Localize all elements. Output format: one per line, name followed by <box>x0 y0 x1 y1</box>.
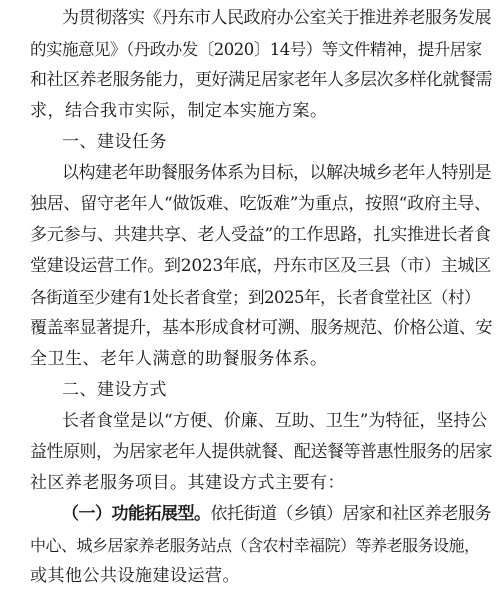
section-heading-methods: 二、建设方式 <box>62 380 167 400</box>
section2-line-1: 长者食堂是以“方便、价廉、互助、卫生”为特征，坚持公 <box>62 411 488 431</box>
section1-line-1: 以构建老年助餐服务体系为目标，以解决城乡老年人特别是 <box>62 163 491 183</box>
section2-line-3: 社区养老服务项目。其建设方式主要有： <box>30 473 345 493</box>
section2-line-2: 益性原则，为居家老年人提供就餐、配送餐等普惠性服务的居家 <box>30 442 492 462</box>
intro-line-4: 求，结合我市实际，制定本实施方案。 <box>30 101 328 121</box>
section1-line-5: 各街道至少建有1处长者食堂；到2025年，长者食堂社区（村） <box>30 288 480 307</box>
intro-line-1: 为贯彻落实《丹东市人民政府办公室关于推进养老服务发展 <box>62 8 491 28</box>
section-heading-tasks: 一、建设任务 <box>62 132 167 152</box>
section1-line-3: 多元参与、共建共享、老人受益”的工作思路，扎实推进长者食 <box>30 225 491 245</box>
section1-line-6: 覆盖率显著提升，基本形成食材可溯、服务规范、价格公道、安 <box>30 318 492 338</box>
item1-line-1 <box>62 499 491 530</box>
intro-line-3: 和社区养老服务能力，更好满足居家老年人多层次多样化就餐需 <box>30 70 492 90</box>
item1-text-1: 依托街道（乡镇）居家和社区养老服务 <box>210 504 491 524</box>
intro-line-2: 的实施意见》（丹政办发〔2020〕14号）等文件精神，提升居家 <box>30 40 482 59</box>
section1-line-2: 独居、留守老年人“做饭难、吃饭难”为重点，按照“政府主导、 <box>30 194 491 214</box>
item1-line-3: 或其他公共设施建设运营。 <box>30 566 240 586</box>
item1-label: （一）功能拓展型。 <box>62 504 211 524</box>
item1-line-2: 中心、城乡居家养老服务站点（含农村幸福院）等养老服务设施， <box>30 536 480 555</box>
section1-line-7: 全卫生、老年人满意的助餐服务体系。 <box>30 349 328 369</box>
section1-line-4: 堂建设运营工作。到2023年底，丹东市区及三县（市）主城区 <box>30 256 492 276</box>
